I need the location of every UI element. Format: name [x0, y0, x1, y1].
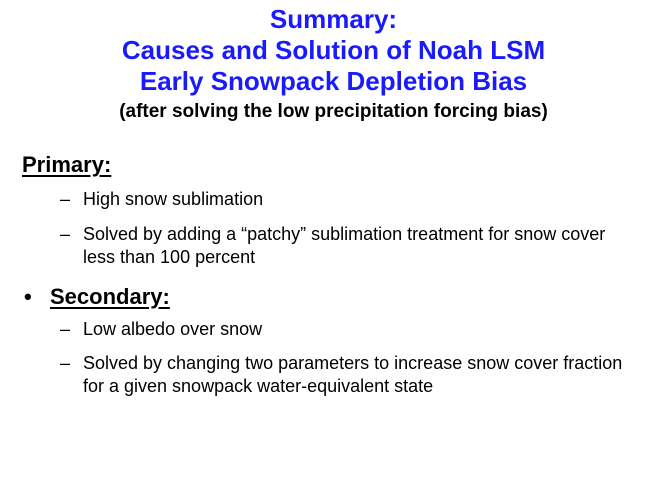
secondary-item-2-text: Solved by changing two parameters to increase snow cover fraction for a given snowpack water-equivalent state	[83, 353, 623, 396]
secondary-heading: Secondary:	[50, 284, 170, 309]
title-line-3: Early Snowpack Depletion Bias	[139, 66, 528, 96]
secondary-item-1-text: Low albedo over snow	[83, 319, 263, 339]
dash-marker: –	[60, 319, 71, 339]
title-line-2: Causes and Solution of Noah LSM	[121, 35, 546, 65]
dash-marker: –	[60, 353, 71, 373]
primary-heading: Primary:	[22, 152, 112, 177]
dash-marker: –	[60, 224, 71, 244]
title-line-1: Summary:	[269, 4, 398, 34]
primary-item-2	[60, 223, 640, 269]
secondary-item-1	[60, 318, 640, 341]
primary-item-2-text: Solved by adding a “patchy” sublimation treatment for snow cover less than 100 percent	[83, 224, 606, 267]
title-block	[0, 4, 667, 124]
dash-marker: –	[60, 189, 71, 209]
subtitle: (after solving the low precipitation forcing bias)	[119, 101, 548, 122]
bullet-icon: •	[24, 284, 32, 309]
primary-item-1-text: High snow sublimation	[83, 189, 264, 209]
secondary-item-2	[60, 352, 640, 398]
primary-item-1	[60, 188, 640, 211]
